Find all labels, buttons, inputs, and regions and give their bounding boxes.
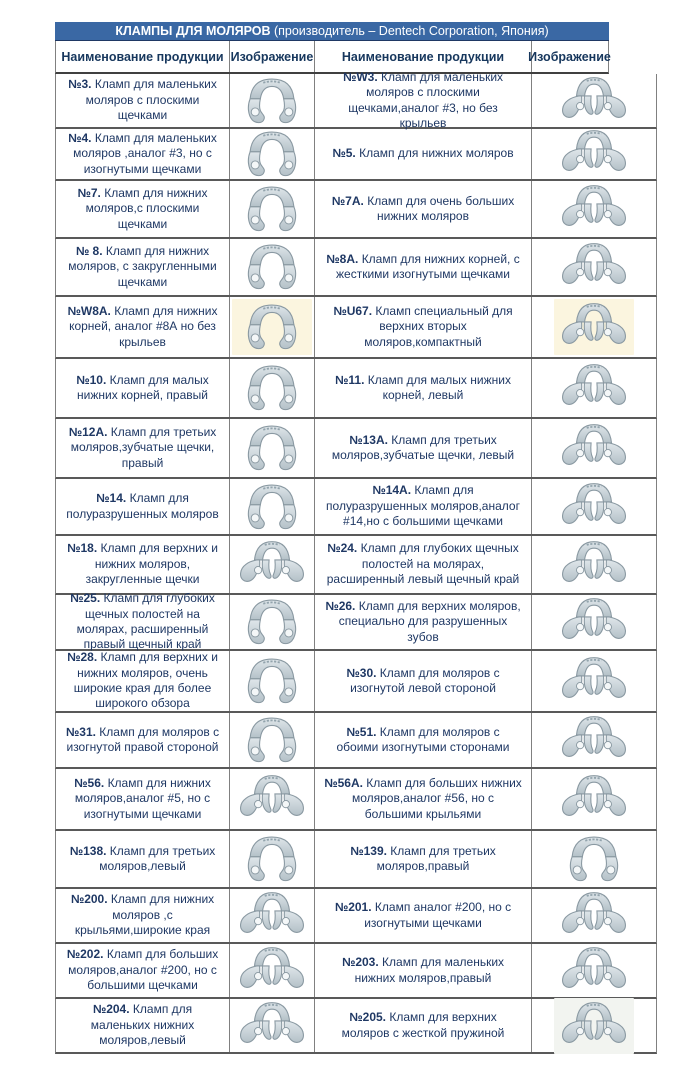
product-name-cell bbox=[56, 713, 230, 767]
product-number: №13А. bbox=[349, 432, 388, 447]
column-header-image-left: Изображение bbox=[230, 41, 315, 72]
product-name-cell bbox=[56, 889, 230, 942]
product-name-cell bbox=[56, 359, 230, 417]
clamp-wingless-icon bbox=[232, 73, 312, 129]
product-name-text bbox=[324, 304, 522, 350]
product-name-cell bbox=[56, 129, 230, 179]
product-name-cell bbox=[56, 591, 230, 652]
product-name-text bbox=[65, 186, 220, 232]
product-number: №U67. bbox=[333, 303, 373, 318]
product-image-cell bbox=[230, 129, 315, 179]
product-image-cell bbox=[230, 74, 315, 127]
table-row bbox=[55, 129, 657, 181]
product-description: Кламп для моляров с изогнутой левой стороной bbox=[350, 665, 500, 695]
product-number: №200. bbox=[70, 892, 108, 907]
product-image-cell bbox=[532, 536, 656, 593]
product-description: Кламп для больших нижних моляров,аналог #56, но с большими крыльями bbox=[351, 775, 522, 821]
product-number: №10. bbox=[76, 372, 107, 387]
product-number: №3. bbox=[68, 77, 92, 92]
product-name-cell bbox=[315, 181, 532, 237]
product-image-cell bbox=[532, 479, 656, 534]
product-image-cell bbox=[230, 595, 315, 649]
clamp-winged-icon bbox=[554, 594, 634, 650]
clamp-wingless-icon bbox=[232, 420, 312, 476]
clamp-wingless-icon bbox=[232, 299, 312, 355]
product-image-cell bbox=[230, 999, 315, 1052]
clamp-winged-icon bbox=[554, 360, 634, 416]
product-image-cell bbox=[532, 74, 656, 127]
clamp-winged-icon bbox=[554, 888, 634, 944]
product-description: Кламп для полуразрушенных моляров,аналог #14,но с большими щечками bbox=[326, 483, 520, 529]
product-name-text bbox=[65, 425, 220, 471]
product-description: Кламп для маленьких нижних моляров,правый bbox=[354, 955, 505, 985]
table-row bbox=[55, 419, 657, 479]
product-image-cell bbox=[230, 479, 315, 534]
product-name-cell bbox=[315, 479, 532, 534]
product-image-cell bbox=[532, 595, 656, 649]
product-description: Кламп для третьих моляров,правый bbox=[376, 843, 496, 873]
product-description: Кламп для очень больших нижних моляров bbox=[367, 193, 515, 223]
product-number: №7. bbox=[77, 185, 101, 200]
clamp-winged-icon bbox=[232, 537, 312, 593]
product-description: Кламп для малых нижних корней, левый bbox=[367, 372, 511, 402]
clamp-winged-icon bbox=[554, 239, 634, 295]
product-number: №14А. bbox=[372, 483, 412, 498]
clamp-wingless-icon bbox=[232, 594, 312, 650]
clamp-wingless-icon bbox=[232, 360, 312, 416]
table-row bbox=[55, 889, 657, 944]
product-image-cell bbox=[230, 651, 315, 711]
product-description: Кламп для верхних и нижних моляров, очень широкие края для более широкого обзора bbox=[73, 650, 218, 711]
product-name-cell bbox=[56, 297, 230, 357]
product-image-cell bbox=[532, 713, 656, 767]
column-header-name-right: Наименование продукции bbox=[315, 41, 532, 72]
product-number: №201. bbox=[334, 900, 372, 915]
product-image-cell bbox=[230, 359, 315, 417]
product-name-text bbox=[65, 304, 220, 350]
product-number: №18. bbox=[67, 541, 98, 556]
table-row bbox=[55, 831, 657, 889]
table-body bbox=[55, 69, 657, 1054]
product-number: № 8. bbox=[75, 243, 103, 258]
product-name-cell bbox=[315, 713, 532, 767]
product-name-text bbox=[324, 483, 522, 529]
product-number: №56А. bbox=[324, 775, 363, 790]
product-description: Кламп для больших моляров,аналог #200, но с большими щечками bbox=[68, 947, 219, 993]
product-name-text bbox=[324, 1010, 522, 1041]
product-image-cell bbox=[532, 129, 656, 179]
table-row bbox=[55, 651, 657, 713]
product-image-cell bbox=[532, 239, 656, 295]
product-description: Кламп для глубоких щечных полостей на молярах, расширенный левый щечный край bbox=[326, 541, 520, 587]
product-name-cell bbox=[315, 944, 532, 997]
product-description: Кламп для третьих моляров,зубчатые щечки, левый bbox=[331, 432, 515, 462]
product-name-text bbox=[324, 194, 522, 225]
product-name-text bbox=[65, 844, 220, 875]
product-name-cell bbox=[315, 889, 532, 942]
table-row bbox=[55, 536, 657, 595]
clamp-winged-icon bbox=[232, 888, 312, 944]
clamp-wingless-icon bbox=[232, 712, 312, 768]
clamp-winged-icon bbox=[232, 771, 312, 827]
clamp-wingless-icon bbox=[232, 239, 312, 295]
product-description: Кламп для маленьких нижних моляров,левый bbox=[90, 1002, 195, 1048]
column-header-name-left: Наименование продукции bbox=[56, 41, 230, 72]
product-image-cell bbox=[230, 769, 315, 829]
table-row bbox=[55, 181, 657, 239]
clamp-winged-icon bbox=[232, 998, 312, 1054]
product-number: №56. bbox=[74, 775, 105, 790]
product-name-cell bbox=[315, 999, 532, 1052]
product-description: Кламп для нижних корней, аналог #8А но без крыльев bbox=[69, 303, 218, 349]
column-header-image-right: Изображение bbox=[528, 49, 611, 64]
product-image-cell bbox=[230, 889, 315, 942]
product-name-text bbox=[65, 244, 220, 290]
product-number: №11. bbox=[335, 372, 365, 387]
table-title-suffix: (производитель – Dentech Corporation, Япония) bbox=[270, 24, 549, 38]
product-image-cell bbox=[532, 359, 656, 417]
product-description: Кламп для глубоких щечных полостей на молярах, расширенный правый щечный край bbox=[76, 591, 215, 652]
product-description: Кламп для моляров с обоими изогнутыми сторонами bbox=[336, 724, 510, 754]
clamp-winged-icon bbox=[554, 126, 634, 182]
product-description: Кламп для маленьких моляров с плоскими щечками,аналог #3, но без крыльев bbox=[348, 69, 504, 130]
product-name-text bbox=[324, 844, 522, 875]
product-number: №30. bbox=[346, 665, 377, 680]
product-image-cell bbox=[230, 297, 315, 357]
product-name-cell bbox=[315, 769, 532, 829]
product-image-cell bbox=[230, 239, 315, 295]
clamp-winged-icon bbox=[554, 73, 634, 129]
table-row bbox=[55, 999, 657, 1054]
table-title: КЛАМПЫ ДЛЯ МОЛЯРОВ bbox=[115, 24, 271, 38]
product-number: №205. bbox=[349, 1010, 386, 1025]
product-number: №31. bbox=[65, 724, 96, 739]
product-name-text bbox=[324, 433, 522, 464]
product-name-text bbox=[324, 900, 522, 931]
product-name-text bbox=[65, 650, 220, 711]
product-name-text bbox=[65, 491, 220, 522]
product-number: №12А. bbox=[68, 424, 108, 439]
table-title-bar bbox=[55, 22, 609, 41]
product-name-text bbox=[65, 1002, 220, 1048]
product-number: №5. bbox=[332, 146, 356, 161]
clamp-winged-icon bbox=[554, 299, 634, 355]
product-description: Кламп аналог #200, но с изогнутыми щечками bbox=[364, 900, 512, 930]
clamp-winged-icon bbox=[554, 537, 634, 593]
product-number: №14. bbox=[96, 491, 127, 506]
product-number: №25. bbox=[70, 591, 101, 606]
clamp-wingless-icon bbox=[232, 181, 312, 237]
product-name-cell bbox=[56, 181, 230, 237]
clamp-table bbox=[55, 22, 657, 1054]
product-name-text bbox=[324, 725, 522, 756]
product-image-cell bbox=[230, 831, 315, 887]
product-name-text bbox=[324, 599, 522, 645]
product-description: Кламп для верхних моляров с жесткой пружиной bbox=[341, 1010, 505, 1040]
product-description: Кламп для третьих моляров,зубчатые щечки, правый bbox=[70, 424, 217, 470]
product-description: Кламп для моляров с изогнутой правой стороной bbox=[66, 724, 220, 754]
product-name-cell bbox=[315, 831, 532, 887]
table-row bbox=[55, 591, 657, 652]
table-row bbox=[55, 297, 657, 359]
product-name-text bbox=[324, 666, 522, 697]
product-name-cell bbox=[56, 999, 230, 1052]
product-number: №8А. bbox=[326, 251, 359, 266]
table-row bbox=[55, 769, 657, 831]
product-name-text bbox=[65, 373, 220, 404]
product-description: Кламп для маленьких моляров с плоскими щечками bbox=[85, 77, 217, 123]
product-name-text bbox=[324, 541, 522, 587]
product-description: Кламп для маленьких моляров ,аналог #3, но с изогнутыми щечками bbox=[73, 130, 217, 176]
product-image-cell bbox=[532, 769, 656, 829]
product-description: Кламп для верхних и нижних моляров, закругленные щечки bbox=[85, 541, 218, 587]
product-name-text bbox=[324, 373, 522, 404]
product-name-cell bbox=[315, 297, 532, 357]
product-description: Кламп для нижних моляров ,с крыльями,широкие края bbox=[74, 892, 215, 938]
product-image-cell bbox=[532, 999, 656, 1052]
product-name-cell bbox=[56, 769, 230, 829]
product-number: №4. bbox=[68, 130, 92, 145]
product-name-cell bbox=[56, 239, 230, 295]
table-row bbox=[55, 944, 657, 999]
product-number: №7А. bbox=[331, 193, 364, 208]
product-name-cell bbox=[56, 479, 230, 534]
product-name-text bbox=[65, 892, 220, 938]
product-image-cell bbox=[532, 419, 656, 477]
product-description: Кламп для полуразрушенных моляров bbox=[66, 491, 219, 521]
product-name-cell bbox=[56, 651, 230, 711]
product-name-text bbox=[65, 591, 220, 652]
product-description: Кламп для третьих моляров,левый bbox=[99, 843, 216, 873]
product-description: Кламп для малых нижних корней, правый bbox=[77, 372, 209, 402]
clamp-wingless-icon bbox=[232, 653, 312, 709]
clamp-winged-icon bbox=[554, 479, 634, 535]
product-name-cell bbox=[315, 239, 532, 295]
product-image-cell bbox=[532, 651, 656, 711]
product-number: №26. bbox=[325, 598, 356, 613]
product-description: Кламп для нижних моляров, с закругленными щечками bbox=[68, 243, 217, 289]
product-name-cell bbox=[315, 69, 532, 130]
clamp-wingless-icon bbox=[232, 126, 312, 182]
product-name-text bbox=[65, 725, 220, 756]
product-name-text bbox=[324, 70, 522, 131]
product-number: №28. bbox=[67, 650, 98, 665]
product-name-cell bbox=[315, 419, 532, 477]
clamp-wingless-icon bbox=[232, 831, 312, 887]
product-image-cell bbox=[532, 889, 656, 942]
product-name-text bbox=[65, 541, 220, 587]
clamp-winged-icon bbox=[554, 653, 634, 709]
product-description: Кламп для нижних корней, с жесткими изогнутыми щечками bbox=[336, 251, 520, 281]
product-name-text bbox=[332, 146, 513, 161]
product-name-cell bbox=[315, 651, 532, 711]
product-name-cell bbox=[56, 831, 230, 887]
product-name-cell bbox=[315, 359, 532, 417]
clamp-winged-icon bbox=[554, 712, 634, 768]
product-name-cell bbox=[315, 129, 532, 179]
clamp-winged-icon bbox=[554, 181, 634, 237]
product-number: №138. bbox=[69, 843, 107, 858]
clamp-wingless-icon bbox=[232, 479, 312, 535]
clamp-winged-icon bbox=[554, 420, 634, 476]
product-number: №139. bbox=[350, 843, 387, 858]
product-name-text bbox=[324, 252, 522, 283]
product-name-text bbox=[65, 947, 220, 993]
product-image-cell bbox=[532, 944, 656, 997]
product-number: №51. bbox=[346, 724, 377, 739]
product-number: №24. bbox=[327, 541, 358, 556]
product-name-cell bbox=[56, 419, 230, 477]
product-number: №202. bbox=[66, 947, 104, 962]
product-description: Кламп для нижних моляров,аналог #5, но с изогнутыми щечками bbox=[74, 775, 211, 821]
product-description: Кламп для верхних моляров, специально для разрушенных зубов bbox=[338, 598, 521, 644]
product-image-cell bbox=[230, 181, 315, 237]
clamp-winged-icon bbox=[554, 943, 634, 999]
product-description: Кламп специальный для верхних вторых моляров,компактный bbox=[364, 303, 513, 349]
product-description: Кламп для нижних моляров bbox=[359, 146, 514, 161]
product-image-cell bbox=[230, 536, 315, 593]
product-image-cell bbox=[230, 419, 315, 477]
product-number: №203. bbox=[341, 955, 379, 970]
product-number: №W3. bbox=[342, 69, 378, 84]
product-name-text bbox=[65, 131, 220, 177]
clamp-winged-icon bbox=[232, 943, 312, 999]
product-image-cell bbox=[230, 713, 315, 767]
table-row bbox=[55, 359, 657, 419]
product-image-cell bbox=[532, 297, 656, 357]
clamp-winged-icon bbox=[554, 771, 634, 827]
product-name-cell bbox=[56, 74, 230, 127]
table-row bbox=[55, 69, 657, 130]
clamp-wingless-icon bbox=[554, 831, 634, 887]
product-name-cell bbox=[56, 944, 230, 997]
product-name-cell bbox=[56, 536, 230, 593]
product-image-cell bbox=[532, 831, 656, 887]
product-name-cell bbox=[315, 536, 532, 593]
product-number: №204. bbox=[92, 1002, 130, 1017]
table-row bbox=[55, 713, 657, 769]
table-row bbox=[55, 479, 657, 536]
product-name-text bbox=[65, 776, 220, 822]
product-image-cell bbox=[230, 944, 315, 997]
product-number: №W8А. bbox=[67, 303, 111, 318]
product-image-cell bbox=[532, 181, 656, 237]
product-description: Кламп для нижних моляров,с плоскими щечками bbox=[85, 185, 208, 231]
clamp-winged-icon bbox=[554, 998, 634, 1054]
table-row bbox=[55, 239, 657, 297]
product-name-cell bbox=[315, 595, 532, 649]
product-name-text bbox=[324, 955, 522, 986]
product-name-text bbox=[65, 77, 220, 123]
product-name-text bbox=[324, 776, 522, 822]
